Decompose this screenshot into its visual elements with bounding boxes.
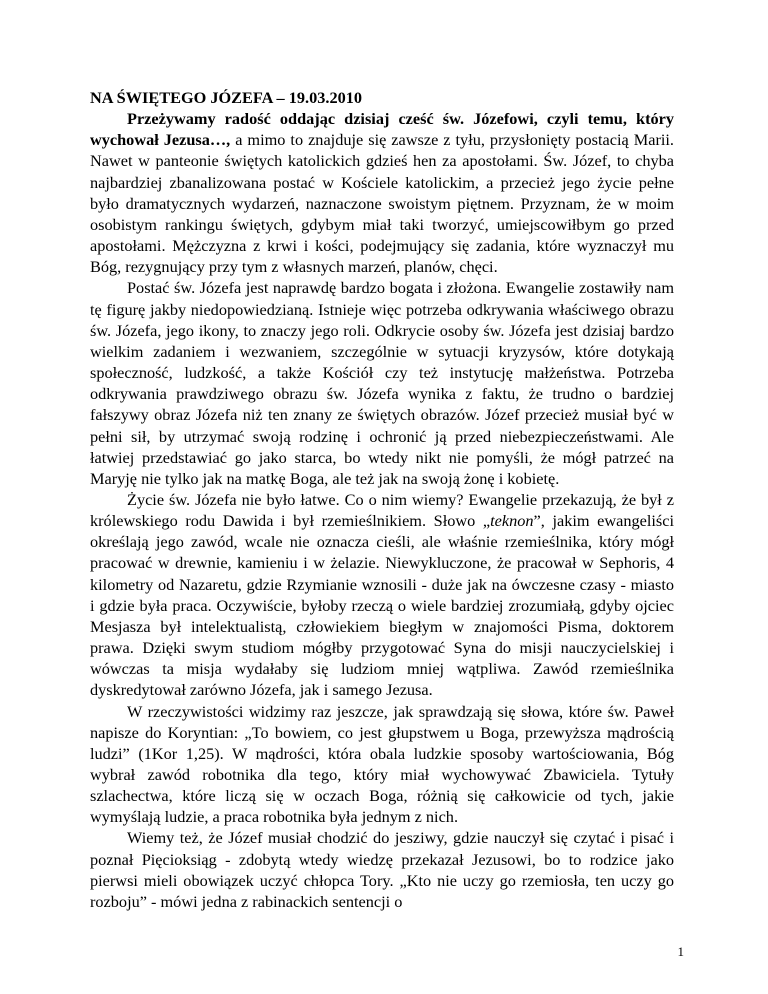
paragraph-3-text-before: Życie św. Józefa nie było łatwe. Co o nim wiemy? Ewangelie przekazują, że był z królewskiego rodu Dawida i był rzemieślnikiem. Słowo „ (90, 489, 674, 531)
paragraph-1-text: a mimo to znajduje się zawsze z tyłu, przysłonięty postacią Marii. Nawet w panteonie świętych katolickich gdzieś hen za apostołami. Św. Józef, to chyba najbardziej zbanalizowana postać w Kościele katolickim, a przecież jego życie pełne było dramatycznych wydarzeń, naznaczone swoistym piętnem. Przyznam, że w moim osobistym rankingu świętych, gdybym miał taki tworzyć, umiejscowiłbym go przed apostołami. Mężczyzna z krwi i kości, podejmujący się zadania, które wyznaczył mu Bóg, rezygnujący przy tym z własnych marzeń, planów, chęci. (90, 130, 674, 277)
paragraph-1 (90, 108, 674, 277)
paragraph-5: Wiemy też, że Józef musiał chodzić do jesziwy, gdzie nauczył się czytać i pisać i poznał Pięcioksiąg - zdobytą wtedy wiedzę przekazał Jezusowi, bo to rodzice jako pierwsi mieli obowiązek uczyć chłopca Tory. „Kto nie uczy go rzemiosła, ten uczy go rozboju” - mówi jedna z rabinackich sentencji o (90, 828, 674, 911)
page-number: 1 (677, 944, 684, 959)
paragraph-1-bold-lead: Przeżywamy radość oddając dzisiaj cześć św. Józefowi, czyli temu, który wychował Jezusa…, (90, 109, 674, 150)
paragraph-2: Postać św. Józefa jest naprawdę bardzo bogata i złożona. Ewangelie zostawiły nam tę figurę jakby niedopowiedzianą. Istnieje więc potrzeba odkrywania właściwego obrazu św. Józefa, jego ikony, to znaczy jego roli. Odkrycie osoby św. Józefa jest dzisiaj bardzo wielkim zadaniem i wezwaniem, szczególnie w sytuacji kryzysów, które dotykają społeczność, ludzkość, a także Kościół czy też instytucję małżeństwa. Potrzeba odkrywania prawdziwego obrazu św. Józefa wynika z faktu, że trudno o bardziej fałszywy obraz Józefa niż ten znany ze świętych obrazów. Józef przecież musiał być w pełni sił, by utrzymać swoją rodzinę i ochronić ją przed niebezpieczeństwami. Ale łatwiej przedstawiać go jako starca, bo wtedy nikt nie pomyśli, że mógł patrzeć na Maryję nie tylko jak na matkę Boga, ale też jak na swoją żonę i kobietę. (90, 278, 674, 488)
document-title: NA ŚWIĘTEGO JÓZEFA – 19.03.2010 (90, 88, 363, 107)
paragraph-4: W rzeczywistości widzimy raz jeszcze, jak sprawdzają się słowa, które św. Paweł napisze do Koryntian: „To bowiem, co jest głupstwem u Boga, przewyższa mądrością ludzi” (1Kor 1,25). W mądrości, która obala ludzkie sposoby wartościowania, Bóg wybrał zawód robotnika dla tego, który miał wychowywać Zbawiciela. Tytuły szlachectwa, które liczą się w oczach Boga, różnią się całkowicie od tych, jakie wymyślają ludzie, a praca robotnika była jednym z nich. (90, 701, 674, 827)
paragraph-3 (90, 489, 674, 701)
paragraph-3-italic-word: teknon (490, 511, 534, 531)
paragraph-3-text-after: ”, jakim ewangeliści określają jego zawód, wcale nie oznacza cieśli, ale właśnie rzemieślnika, który mógł pracować w drewnie, kamieniu i w żelazie. Niewykluczone, że pracował w Sephoris, 4 kilometry od Nazaretu, gdzie Rzymianie wznosili - duże jak na ówczesne czasy - miasto i gdzie była praca. Oczywiście, byłoby rzeczą o wiele bardziej zrozumiałą, gdyby ojciec Mesjasza był intelektualistą, człowiekiem biegłym w znajomości Pisma, doktorem prawa. Dzięki swym studiom mógłby przygotować Syna do misji nauczycielskiej i wówczas ta misja wydałaby się ludziom mniej wątpliwa. Zawód rzemieślnika dyskredytował zarówno Józefa, jak i samego Jezusa. (90, 511, 674, 700)
document-body (90, 87, 674, 912)
